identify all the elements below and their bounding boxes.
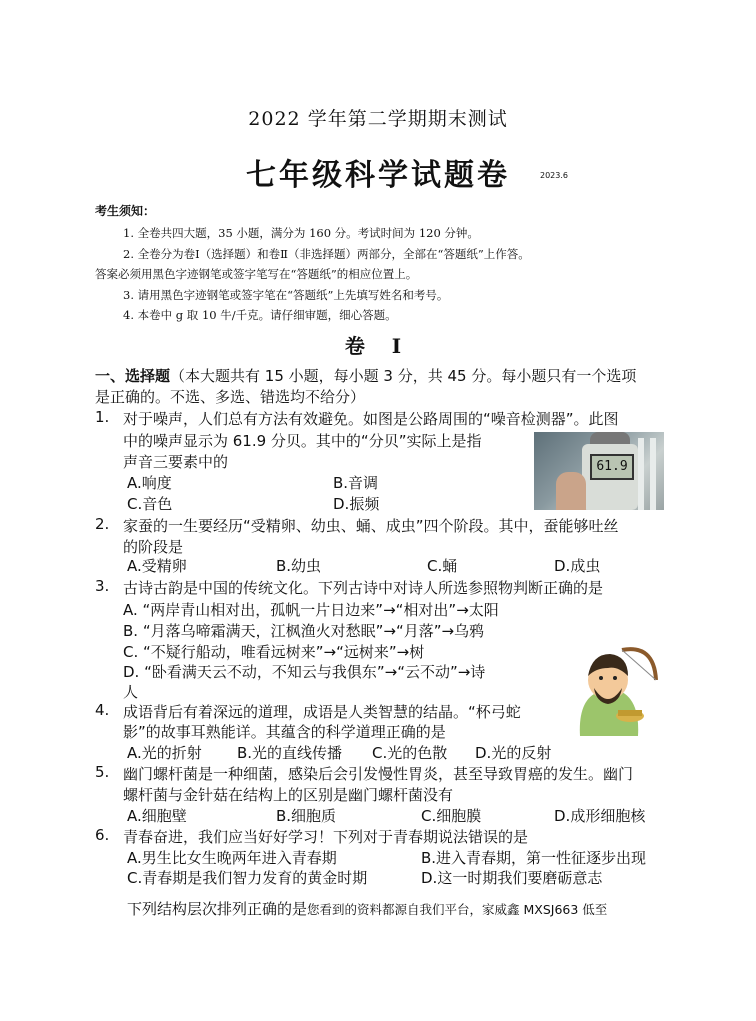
q6-option-c: C.青春期是我们智力发育的黄金时期 <box>127 869 368 887</box>
q4-number: 4. <box>95 701 110 719</box>
q5-option-a: A.细胞壁 <box>127 807 187 825</box>
notice-item-1: 1. 全卷共四大题，35 小题，满分为 160 分。考试时间为 120 分钟。 <box>123 226 479 240</box>
q6-option-b: B.进入青春期，第一性征逐步出现 <box>421 849 647 867</box>
q3-option-a: A. “两岸青山相对出，孤帆一片日边来”→“相对出”→太阳 <box>123 601 499 619</box>
q4-option-b: B.光的直线传播 <box>237 744 343 762</box>
section-header <box>95 365 636 386</box>
section-desc-2: 是正确的。不选、多选、错选均不给分） <box>95 388 366 406</box>
notice-item-3: 3. 请用黑色字迹钢笔或签字笔在“答题纸”上先填写姓名和考号。 <box>123 288 449 302</box>
q7-text: 下列结构层次排列正确的是 <box>127 900 308 918</box>
q3-option-c: C. “不疑行船动，唯看远树来”→“远树来”→树 <box>123 643 425 661</box>
q2-option-c: C.蛹 <box>427 557 458 575</box>
q1-option-a: A.响度 <box>127 474 172 492</box>
q2-line-1: 家蚕的一生要经历“受精卵、幼虫、蛹、成虫”四个阶段。其中，蚕能够吐丝 <box>123 517 619 535</box>
q6-option-a: A.男生比女生晚两年进入青春期 <box>127 849 337 867</box>
volume-heading: 卷 Ⅰ <box>344 334 412 358</box>
q2-option-d: D.成虫 <box>554 557 601 575</box>
q1-option-b: B.音调 <box>333 474 379 492</box>
q5-number: 5. <box>95 763 110 781</box>
q1-line-2: 中的噪声显示为 61.9 分贝。其中的“分贝”实际上是指 <box>123 432 482 450</box>
q6-option-d: D.这一时期我们要磨砺意志 <box>421 869 603 887</box>
section-heading: 一、选择题 <box>95 367 171 385</box>
exam-date: 2023.6 <box>540 171 568 180</box>
q5-option-c: C.细胞膜 <box>421 807 482 825</box>
section-desc-1: （本大题共有 15 小题，每小题 3 分，共 45 分。每小题只有一个选项 <box>170 367 637 385</box>
q3-number: 3. <box>95 577 110 595</box>
q6-line-1: 青春奋进，我们应当好好学习！下列对于青春期说法错误的是 <box>123 828 529 846</box>
q7-line-1 <box>127 898 607 919</box>
q5-line-1: 幽门螺杆菌是一种细菌，感染后会引发慢性胃炎，甚至导致胃癌的发生。幽门 <box>123 765 634 783</box>
q6-number: 6. <box>95 826 110 844</box>
q1-number: 1. <box>95 408 110 426</box>
q2-option-b: B.幼虫 <box>276 557 322 575</box>
noise-meter-photo <box>534 432 664 510</box>
notice-item-2-cont: 答案必须用黑色字迹钢笔或签字笔写在“答题纸”的相应位置上。 <box>95 267 418 281</box>
q1-line-3: 声音三要素中的 <box>123 453 229 471</box>
q5-option-b: B.细胞质 <box>276 807 337 825</box>
q4-option-a: A.光的折射 <box>127 744 202 762</box>
notice-item-4: 4. 本卷中 g 取 10 牛/千克。请仔细审题，细心答题。 <box>123 308 397 322</box>
q4-line-1: 成语背后有着深远的道理，成语是人类智慧的结晶。“杯弓蛇 <box>123 703 521 721</box>
q1-option-d: D.振频 <box>333 495 380 513</box>
q4-line-2: 影”的故事耳熟能详。其蕴含的科学道理正确的是 <box>123 723 446 741</box>
meter-display: 61.9 <box>590 454 634 480</box>
exam-term-title: 2022 学年第二学期期末测试 <box>248 108 508 130</box>
q3-option-d: D. “卧看满天云不动，不知云与我俱东”→“云不动”→诗 <box>123 663 486 681</box>
q5-line-2: 螺杆菌与金针菇在结构上的区别是幽门螺杆菌没有 <box>123 786 454 804</box>
cartoon-man-with-bow-illustration <box>570 640 660 736</box>
q2-line-2: 的阶段是 <box>123 538 184 556</box>
q1-option-c: C.音色 <box>127 495 173 513</box>
q2-option-a: A.受精卵 <box>127 557 187 575</box>
q4-option-d: D.光的反射 <box>475 744 552 762</box>
q3-option-b: B. “月落乌啼霜满天，江枫渔火对愁眠”→“月落”→乌鸦 <box>123 622 485 640</box>
q4-option-c: C.光的色散 <box>372 744 448 762</box>
notice-item-2: 2. 全卷分为卷Ⅰ（选择题）和卷Ⅱ（非选择题）两部分，全部在“答题纸”上作答。 <box>123 247 530 261</box>
watermark-text: 您看到的资料都源自我们平台，家威鑫 MXSJ663 低至 <box>307 902 608 917</box>
q3-line-1: 古诗古韵是中国的传统文化。下列古诗中对诗人所选参照物判断正确的是 <box>123 579 604 597</box>
q1-line-1: 对于噪声，人们总有方法有效避免。如图是公路周围的“噪音检测器”。此图 <box>123 410 619 428</box>
notice-heading: 考生须知： <box>95 204 156 218</box>
exam-paper-title: 七年级科学试题卷 <box>246 158 510 193</box>
q5-option-d: D.成形细胞核 <box>554 807 646 825</box>
q3-option-d-cont: 人 <box>123 683 139 701</box>
q2-number: 2. <box>95 515 110 533</box>
